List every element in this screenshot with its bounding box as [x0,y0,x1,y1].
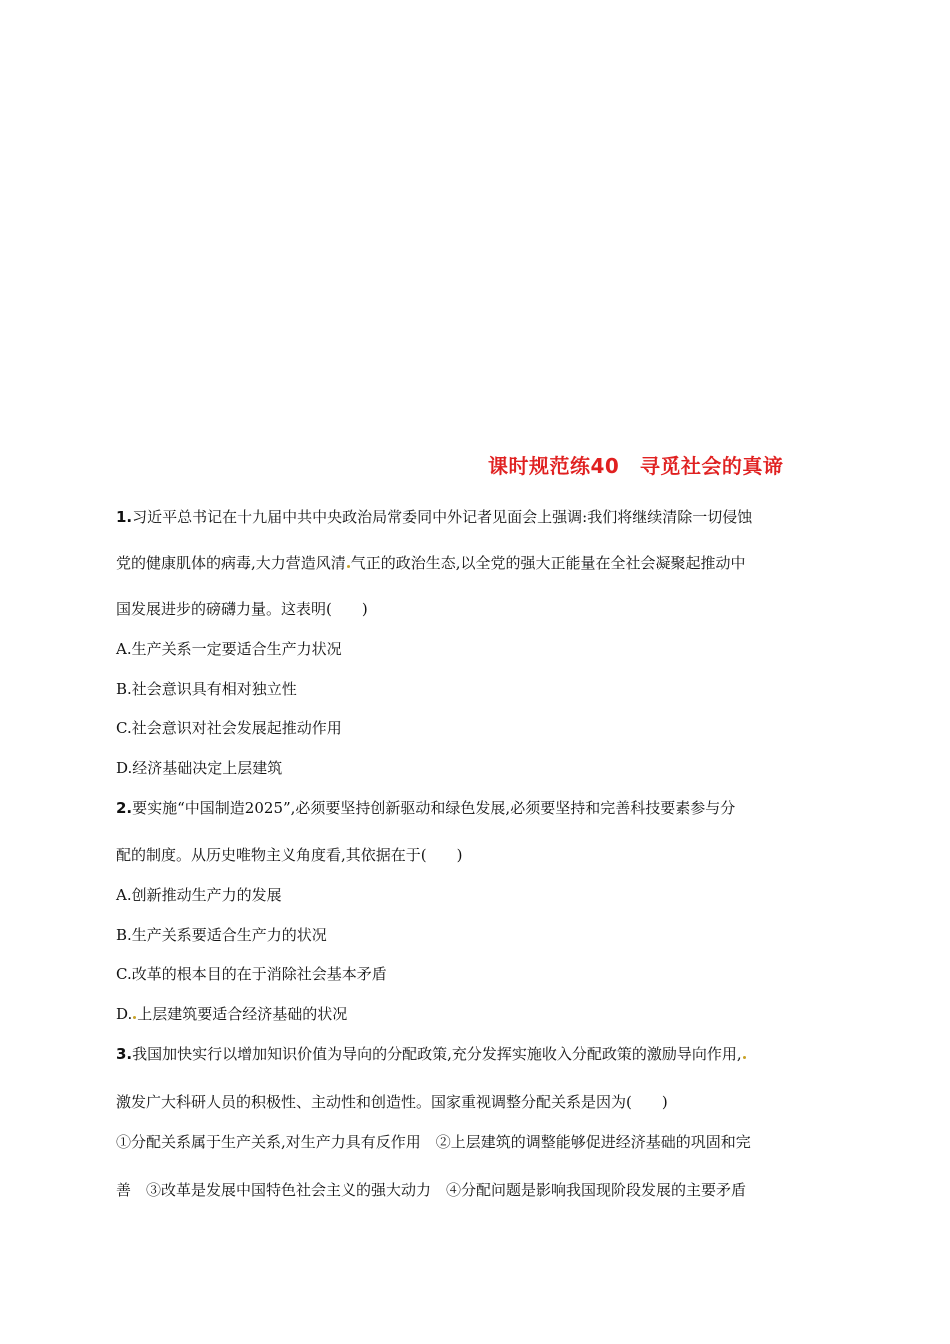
q2-stem-line-1 [116,798,735,818]
q2-option-d-prefix: D. [116,1005,133,1023]
q1-option-b: B.社会意识具有相对独立性 [116,680,297,698]
q2-option-d-text: 上层建筑要适合经济基础的状况 [137,1005,348,1023]
q2-option-b: B.生产关系要适合生产力的状况 [116,926,327,944]
q3-statements-line-2: 善 ③改革是发展中国特色社会主义的强大动力 ④分配问题是影响我国现阶段发展的主要矛盾 [116,1181,747,1199]
page-title: 课时规范练40 寻觅社会的真谛 [488,454,784,478]
q1-text-1: 习近平总书记在十九届中共中央政治局常委同中外记者见面会上强调:我们将继续清除一切侵蚀 [132,508,753,526]
q1-stem-line-2 [116,553,746,573]
q1-option-d: D.经济基础决定上层建筑 [116,759,283,777]
dot-mark [133,1016,136,1019]
q1-option-a: A.生产关系一定要适合生产力状况 [116,640,342,658]
q1-text-2b: 气正的政治生态,以全党的强大正能量在全社会凝聚起推动中 [350,554,746,572]
q2-number: 2. [116,799,133,817]
dot-mark [347,565,350,568]
q2-text-1: 要实施“中国制造2025”,必须要坚持创新驱动和绿色发展,必须要坚持和完善科技要素参与分 [132,799,736,817]
q2-option-c: C.改革的根本目的在于消除社会基本矛盾 [116,965,387,983]
q1-stem-line-3: 国发展进步的磅礴力量。这表明( ) [116,600,368,618]
q3-stem-line-1 [116,1044,747,1064]
q3-stem-line-2: 激发广大科研人员的积极性、主动性和创造性。国家重视调整分配关系是因为( ) [116,1093,668,1111]
q1-option-c: C.社会意识对社会发展起推动作用 [116,719,342,737]
q3-text-1: 我国加快实行以增加知识价值为导向的分配政策,充分发挥实施收入分配政策的激励导向作用, [132,1045,742,1063]
q2-stem-line-2: 配的制度。从历史唯物主义角度看,其依据在于( ) [116,846,463,864]
q1-stem-line-1 [116,507,752,527]
q3-statements-line-1: ①分配关系属于生产关系,对生产力具有反作用 ②上层建筑的调整能够促进经济基础的巩固和完 [116,1133,751,1151]
q1-number: 1. [116,508,133,526]
q1-text-2a: 党的健康肌体的病毒,大力营造风清 [116,554,346,572]
q3-number: 3. [116,1045,133,1063]
q2-option-a: A.创新推动生产力的发展 [116,886,282,904]
dot-mark [743,1056,746,1059]
q2-option-d [116,1004,347,1024]
